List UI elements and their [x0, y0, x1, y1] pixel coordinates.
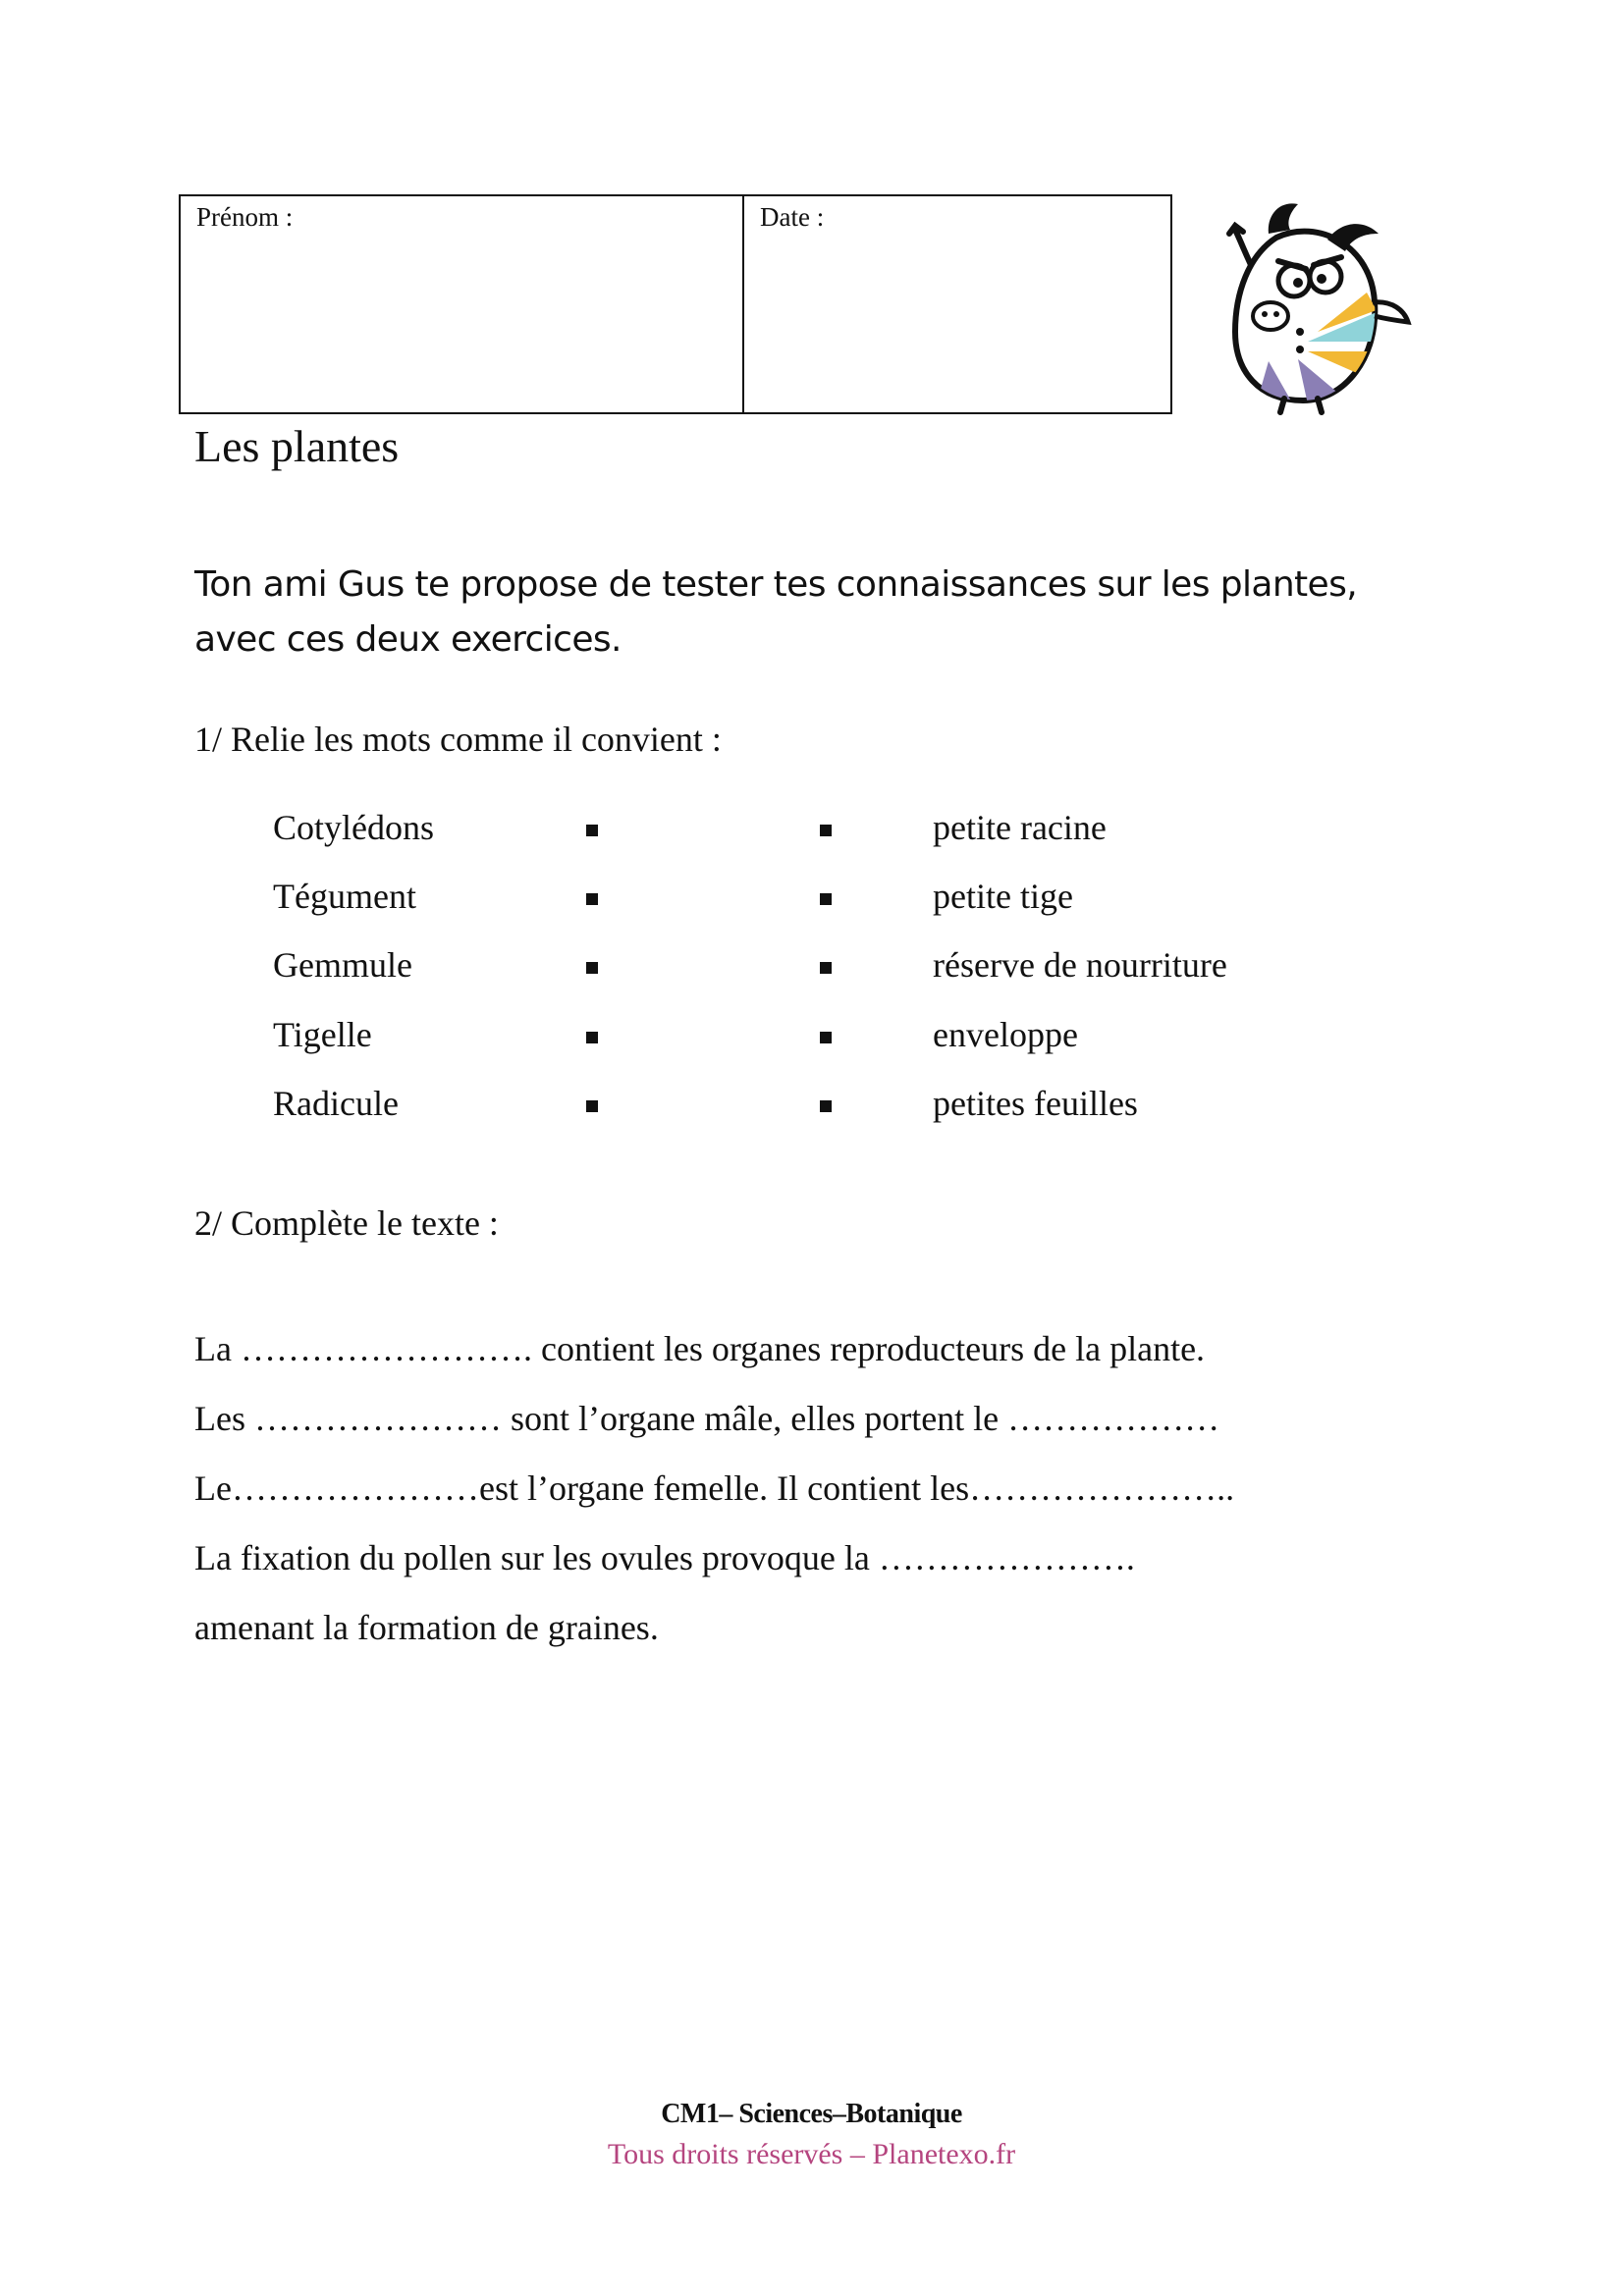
match-left-dot[interactable]: [586, 893, 598, 905]
match-right-word: réserve de nourriture: [933, 945, 1227, 985]
match-right-dot[interactable]: [820, 825, 832, 836]
match-right-dot[interactable]: [820, 1032, 832, 1043]
match-right-dot[interactable]: [820, 893, 832, 905]
intro-text: [194, 558, 1471, 667]
student-info-table: [179, 194, 1172, 414]
match-left-dot[interactable]: [586, 1100, 598, 1112]
match-left-dot[interactable]: [586, 1032, 598, 1043]
intro-line-2: avec ces deux exercices.: [194, 619, 622, 660]
page-title: Les plantes: [194, 421, 400, 471]
exercise-1-instruction: 1/ Relie les mots comme il convient :: [194, 720, 722, 759]
intro-line-1: Ton ami Gus te propose de tester tes connaissances sur les plantes,: [194, 564, 1358, 605]
fill-in-text: [194, 1314, 1490, 1663]
footer-course: CM1– Sciences–Botanique: [661, 2099, 962, 2129]
date-label: Date :: [760, 202, 825, 232]
match-left-word: Tigelle: [273, 1015, 372, 1054]
exercise-2-instruction: 2/ Complète le texte :: [194, 1203, 499, 1243]
match-left-dot[interactable]: [586, 825, 598, 836]
match-left-word: Cotylédons: [273, 808, 435, 847]
match-left-word: Gemmule: [273, 945, 412, 985]
match-right-word: petite tige: [933, 877, 1073, 916]
fill-in-line: amenant la formation de graines.: [194, 1608, 659, 1647]
prenom-cell[interactable]: [181, 196, 744, 412]
date-cell[interactable]: [744, 196, 1170, 412]
fill-in-line[interactable]: La ……………………. contient les organes reproducteurs de la plante.: [194, 1329, 1206, 1368]
match-row: [0, 944, 1623, 1013]
match-right-dot[interactable]: [820, 1100, 832, 1112]
match-row: [0, 1083, 1623, 1151]
fill-in-line[interactable]: La fixation du pollen sur les ovules provoque la ………………….: [194, 1538, 1135, 1577]
match-left-word: Tégument: [273, 877, 416, 916]
prenom-label: Prénom :: [196, 202, 294, 232]
match-row: [0, 1014, 1623, 1083]
footer-copyright: Tous droits réservés – Planetexo.fr: [607, 2138, 1016, 2170]
gus-mascot-icon: [1200, 194, 1416, 415]
match-left-word: Radicule: [273, 1084, 399, 1123]
fill-in-line[interactable]: Le…………………est l’organe femelle. Il contient les…………………..: [194, 1468, 1235, 1508]
match-row: [0, 807, 1623, 876]
fill-in-line[interactable]: Les ………………… sont l’organe mâle, elles portent le ………………: [194, 1399, 1220, 1438]
match-right-dot[interactable]: [820, 962, 832, 974]
match-row: [0, 876, 1623, 944]
match-left-dot[interactable]: [586, 962, 598, 974]
match-right-word: petite racine: [933, 808, 1107, 847]
match-right-word: petites feuilles: [933, 1084, 1138, 1123]
match-right-word: enveloppe: [933, 1015, 1078, 1054]
